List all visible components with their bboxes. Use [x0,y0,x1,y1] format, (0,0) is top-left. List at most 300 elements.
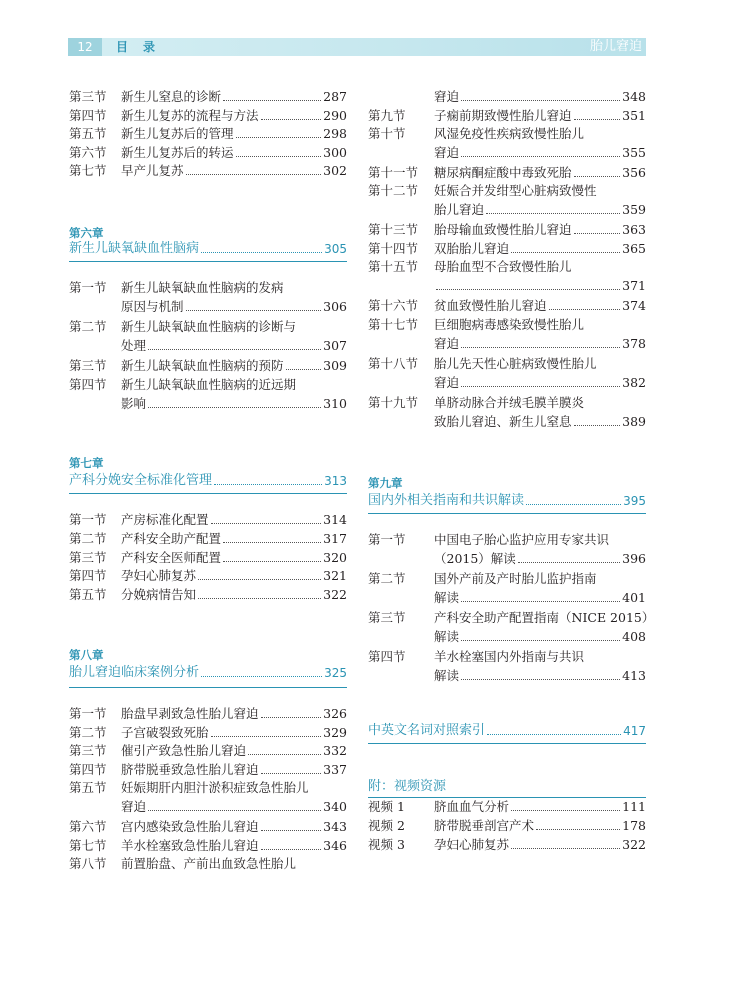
entry-title: 产科安全助产配置 [121,531,222,546]
section-title: 目录 [116,40,171,54]
entry-line [121,318,347,336]
entry-title: 胎儿先天性心脏病致慢性胎儿 [434,355,597,371]
entry-title: 致胎儿窘迫、新生儿窒息 [434,413,572,429]
page-number-ref: 340 [323,799,347,815]
page-number-ref: 396 [622,551,646,567]
entry-title: 胎母输血致慢性胎儿窘迫 [434,222,572,237]
toc-entry[interactable] [69,357,347,376]
toc-entry[interactable] [368,297,646,316]
entry-line [121,298,347,316]
toc-entry[interactable] [69,837,347,856]
toc-entry[interactable] [69,779,347,818]
page-number-ref: 343 [323,819,347,834]
entry-label: 第二节 [69,724,107,740]
chapter-page: 417 [623,724,646,738]
page-number-ref: 322 [323,586,347,602]
toc-entry[interactable] [69,511,347,529]
toc-entry[interactable] [368,609,655,648]
chapter-rule [368,513,646,514]
entry-title: 胎儿窘迫 [434,202,485,218]
entry-title: 新生儿复苏后的转运 [121,144,234,160]
entry-line [121,855,347,873]
page-number-ref: 302 [323,163,347,178]
entry-line [121,144,347,162]
chapter-label: 第七章 [69,456,104,470]
leader-dots [461,346,620,348]
entry-line [434,258,646,276]
entry-title: （2015）解读 [434,551,516,567]
entry-title: 解读 [434,629,460,645]
entry-line [121,125,347,143]
toc-entry[interactable] [368,355,646,394]
entry-label: 第四节 [69,761,107,777]
entry-line [434,648,646,666]
leader-dots [261,772,322,774]
toc-entry[interactable] [368,570,646,609]
entry-line [434,531,646,549]
entry-title: 羊水栓塞国内外指南与共识 [434,649,585,664]
entry-line [121,530,347,548]
page-number-ref: 310 [323,396,347,412]
chapter-title-text: 中英文名词对照索引 [368,723,486,738]
entry-label: 第七节 [69,837,107,853]
toc-entry[interactable] [69,318,347,356]
entry-line [434,374,646,392]
entry-title: 风湿免疫性疾病致慢性胎儿 [434,126,585,141]
leader-dots [461,99,620,101]
page-number-ref: 314 [323,512,347,527]
entry-title: 胎盘早剥致急性胎儿窘迫 [121,706,259,721]
entry-line [434,182,646,200]
entry-label: 第七节 [69,163,107,178]
entry-title: 中国电子胎心监护应用专家共识 [434,532,610,547]
entry-line [121,724,347,742]
entry-label: 第五节 [69,780,107,795]
chapter-title[interactable] [69,240,347,258]
entry-label: 第三节 [69,743,107,758]
entry-label: 第十七节 [368,316,419,332]
entry-title: 妊娠合并发绀型心脏病致慢性 [434,183,597,198]
entry-title: 子痫前期致慢性胎儿窘迫 [434,107,572,123]
entry-line [121,337,347,355]
entry-title: 宫内感染致急性胎儿窘迫 [121,819,259,834]
leader-dots [148,809,321,811]
page-number: 12 [68,38,102,56]
entry-line [121,705,347,723]
page-number-ref: 329 [323,724,347,740]
page-number-ref: 320 [323,549,347,565]
leader-dots [261,829,322,831]
entry-line [121,279,347,297]
entry-line [434,394,646,412]
leader-dots [486,212,620,214]
entry-title: 解读 [434,590,460,606]
toc-entry[interactable] [69,742,347,761]
chapter-page: 305 [324,242,347,256]
entry-label: 第十一节 [368,164,419,180]
toc-entry[interactable] [368,221,646,240]
entry-line [121,742,347,760]
page-number-ref: 332 [323,743,347,758]
entry-line [434,817,646,835]
leader-dots [198,578,321,580]
toc-entry[interactable] [69,279,347,317]
entry-line [121,586,347,604]
toc-entry[interactable] [368,316,646,355]
entry-label: 视频 3 [368,837,405,852]
entry-line [434,88,646,106]
entry-label: 第三节 [69,89,107,104]
toc-entry[interactable] [69,376,347,414]
page-number-ref: 389 [622,413,646,429]
entry-title: 产科安全助产配置指南（NICE 2015） [434,610,655,625]
chapter-title[interactable] [69,664,347,682]
toc-entry[interactable] [368,240,646,259]
entry-title: 窘迫 [434,374,460,390]
page-number-ref: 111 [622,799,646,814]
entry-title: 子宫破裂致死胎 [121,724,209,740]
leader-dots [536,828,620,830]
leader-dots [186,309,322,311]
entry-line [121,376,347,394]
leader-dots [574,118,621,120]
page-number-ref: 317 [323,531,347,546]
entry-line [434,277,646,295]
entry-label: 第五节 [69,586,107,602]
entry-line [434,316,646,334]
entry-label: 第三节 [368,610,406,625]
page-number-ref: 348 [622,89,646,104]
chapter-rule [69,687,347,688]
entry-line [121,818,347,836]
entry-line [121,357,347,375]
toc-entry[interactable] [69,761,347,780]
entry-title: 新生儿缺氧缺血性脑病的近远期 [121,377,297,392]
chapter-rule [69,261,347,262]
entry-title: 新生儿缺氧缺血性脑病的发病 [121,280,284,295]
entry-line [434,798,646,816]
entry-title: 巨细胞病毒感染致慢性胎儿 [434,316,585,332]
toc-entry[interactable] [69,586,347,604]
page-number-ref: 401 [622,590,646,606]
entry-title: 糖尿病酮症酸中毒致死胎 [434,164,572,180]
toc-entry[interactable] [69,88,347,106]
entry-line [434,570,646,588]
entry-line [434,144,646,162]
entry-label: 第二节 [69,319,107,334]
entry-label: 第六节 [69,144,107,160]
leader-dots [461,678,620,680]
leader-dots [214,483,322,485]
entry-title: 孕妇心肺复苏 [121,568,197,583]
entry-title: 催引产致急性胎儿窘迫 [121,743,247,758]
toc-entry[interactable] [69,107,347,125]
toc-entry[interactable] [368,836,646,854]
entry-title: 窘迫 [121,799,147,815]
leader-dots [574,232,621,234]
entry-line [434,413,646,431]
page-number-ref: 300 [323,144,347,160]
entry-label: 第十五节 [368,259,419,274]
chapter-label: 第九章 [368,476,403,490]
entry-line [434,628,646,646]
chapter-title-text: 附：视频资源 [368,779,447,794]
entry-title: 影响 [121,396,147,412]
leader-dots [511,847,620,849]
toc-entry[interactable] [69,549,347,567]
entry-title: 前置胎盘、产前出血致急性胎儿 [121,856,297,871]
entry-line [434,550,646,568]
entry-title: 产房标准化配置 [121,512,209,527]
leader-dots [518,561,620,563]
page-number-ref: 326 [323,706,347,721]
leader-dots [148,348,321,350]
entry-title: 妊娠期肝内胆汁淤积症致急性胎儿 [121,780,309,795]
entry-line [121,395,347,413]
entry-line [121,567,347,585]
entry-title: 处理 [121,338,147,354]
toc-entry[interactable] [69,144,347,162]
leader-dots [526,503,621,505]
entry-label: 第一节 [69,512,107,527]
page-number-ref: 413 [622,668,646,684]
toc-entry[interactable] [69,125,347,143]
entry-title: 新生儿缺氧缺血性脑病的诊断与 [121,319,297,334]
leader-dots [148,406,321,408]
chapter-rule [368,743,646,744]
entry-title: 国外产前及产时胎儿监护指南 [434,571,597,586]
page-number-ref: 307 [323,338,347,354]
entry-title: 窘迫 [434,145,460,161]
toc-entry[interactable] [69,567,347,585]
entry-line [121,107,347,125]
leader-dots [436,288,620,290]
entry-label: 第二节 [69,531,107,546]
entry-label: 第十八节 [368,355,419,371]
entry-line [121,837,347,855]
leader-dots [211,522,322,524]
entry-line [434,667,646,685]
chapter-title[interactable] [368,778,646,796]
entry-title: 窘迫 [434,335,460,351]
entry-title: 新生儿复苏后的管理 [121,126,234,141]
toc-entry[interactable] [69,705,347,724]
page-number-ref: 363 [622,222,646,237]
leader-dots [574,424,621,426]
page-number-ref: 322 [622,837,646,852]
entry-line [434,221,646,239]
chapter-rule [368,797,646,798]
leader-dots [211,735,322,737]
page-number-ref: 287 [323,89,347,104]
toc-entry[interactable] [368,182,646,221]
page-number-ref: 408 [622,629,646,645]
entry-label: 第二节 [368,571,406,586]
page-header [68,38,646,56]
entry-line [121,798,347,816]
toc-entry[interactable] [69,855,347,874]
leader-dots [511,809,620,811]
chapter-label: 第八章 [69,648,104,662]
chapter-title-text: 国内外相关指南和共识解读 [368,493,525,508]
chapter-title[interactable] [368,492,646,510]
toc-entry[interactable] [69,818,347,837]
chapter-title-text: 胎儿窘迫临床案例分析 [69,665,200,680]
page-number-ref: 346 [323,837,347,853]
leader-dots [286,368,322,370]
entry-title: 分娩病情告知 [121,586,197,602]
toc-entry[interactable] [69,162,347,180]
entry-line [434,164,646,182]
page-number-ref: 298 [323,126,347,141]
entry-title: 新生儿复苏的流程与方法 [121,107,259,123]
entry-label: 第三节 [69,549,107,565]
entry-title: 羊水栓塞致急性胎儿窘迫 [121,837,259,853]
toc-entry[interactable] [69,724,347,743]
leader-dots [201,675,322,677]
page-number-ref: 306 [323,299,347,315]
entry-label: 视频 1 [368,799,405,814]
leader-dots [461,385,620,387]
page-number-ref: 378 [622,335,646,351]
entry-title: 贫血致慢性胎儿窘迫 [434,298,547,313]
chapter-page: 313 [324,474,347,488]
leader-dots [248,753,321,755]
entry-label: 第三节 [69,358,107,373]
page-number-ref: 359 [622,202,646,218]
entry-line [434,355,646,373]
page-number-ref: 351 [622,107,646,123]
entry-title: 原因与机制 [121,299,184,315]
leader-dots [223,99,321,101]
entry-label: 第六节 [69,819,107,834]
leader-dots [223,541,321,543]
entry-label: 第一节 [69,706,107,721]
leader-dots [236,155,322,157]
chapter-title[interactable] [368,722,646,740]
leader-dots [461,639,620,641]
toc-entry[interactable] [69,530,347,548]
page-number-ref: 321 [323,568,347,583]
toc-entry[interactable] [368,394,646,433]
page-number-ref: 365 [622,240,646,256]
chapter-rule [69,493,347,494]
entry-title: 脐带脱垂致急性胎儿窘迫 [121,761,259,777]
chapter-title-text: 新生儿缺氧缺血性脑病 [69,241,200,256]
entry-title: 脐血血气分析 [434,799,510,814]
entry-label: 第八节 [69,856,107,871]
entry-line [434,125,646,143]
entry-line [434,240,646,258]
leader-dots [261,716,322,718]
entry-label: 第五节 [69,126,107,141]
page-number-ref: 337 [323,761,347,777]
entry-label: 第十六节 [368,298,419,313]
chapter-page: 395 [623,494,646,508]
book-title: 胎儿窘迫 [589,39,642,54]
entry-line [121,88,347,106]
entry-title: 孕妇心肺复苏 [434,837,510,852]
entry-label: 第四节 [69,107,107,123]
entry-title: 单脐动脉合并绒毛膜羊膜炎 [434,394,585,410]
entry-line [121,761,347,779]
entry-title: 新生儿窒息的诊断 [121,89,222,104]
leader-dots [198,597,321,599]
leader-dots [511,251,620,253]
page-number-ref: 290 [323,107,347,123]
toc-entry[interactable] [368,107,646,126]
entry-title: 母胎血型不合致慢性胎儿 [434,259,572,274]
entry-line [434,836,646,854]
chapter-label: 第六章 [69,226,104,240]
leader-dots [201,251,322,253]
page-number-ref: 371 [622,278,646,294]
toc-entry[interactable] [368,648,646,687]
toc-entry[interactable] [368,531,646,570]
entry-title: 解读 [434,668,460,684]
entry-label: 第一节 [69,280,107,295]
toc-entry[interactable] [368,258,646,297]
entry-label: 第四节 [69,568,107,583]
entry-title: 早产儿复苏 [121,163,184,178]
entry-line [434,335,646,353]
toc-entry[interactable] [368,125,646,164]
entry-line [121,511,347,529]
entry-label: 第十三节 [368,222,419,237]
page-number-ref: 355 [622,145,646,161]
leader-dots [236,136,322,138]
leader-dots [461,155,620,157]
page-number-ref: 356 [622,164,646,180]
entry-label: 第四节 [368,649,406,664]
toc-entry[interactable] [368,798,646,816]
entry-title: 窘迫 [434,89,460,104]
page-number-ref: 178 [622,818,646,833]
toc-entry-continued[interactable] [368,88,646,106]
leader-dots [261,848,322,850]
leader-dots [487,733,621,735]
toc-entry[interactable] [368,164,646,183]
page-number-ref: 374 [622,298,646,313]
toc-entry[interactable] [368,817,646,835]
entry-title: 脐带脱垂剖宫产术 [434,818,535,833]
entry-line [434,107,646,125]
entry-line [121,779,347,797]
entry-label: 第十四节 [368,240,419,256]
entry-title: 双胎胎儿窘迫 [434,240,510,256]
entry-label: 第四节 [69,377,107,392]
chapter-page: 325 [324,666,347,680]
leader-dots [223,560,321,562]
entry-title: 新生儿缺氧缺血性脑病的预防 [121,358,284,373]
page-number-ref: 309 [323,358,347,373]
leader-dots [549,308,621,310]
entry-label: 第十二节 [368,183,419,198]
entry-label: 第九节 [368,107,406,123]
entry-line [434,297,646,315]
entry-label: 第十节 [368,126,406,141]
chapter-title-text: 产科分娩安全标准化管理 [69,473,213,488]
leader-dots [461,600,620,602]
chapter-title[interactable] [69,472,347,490]
entry-label: 第十九节 [368,394,419,410]
leader-dots [186,173,322,175]
entry-label: 第一节 [368,532,406,547]
entry-title: 产科安全医师配置 [121,549,222,565]
leader-dots [261,118,322,120]
entry-line [121,549,347,567]
leader-dots [574,175,621,177]
